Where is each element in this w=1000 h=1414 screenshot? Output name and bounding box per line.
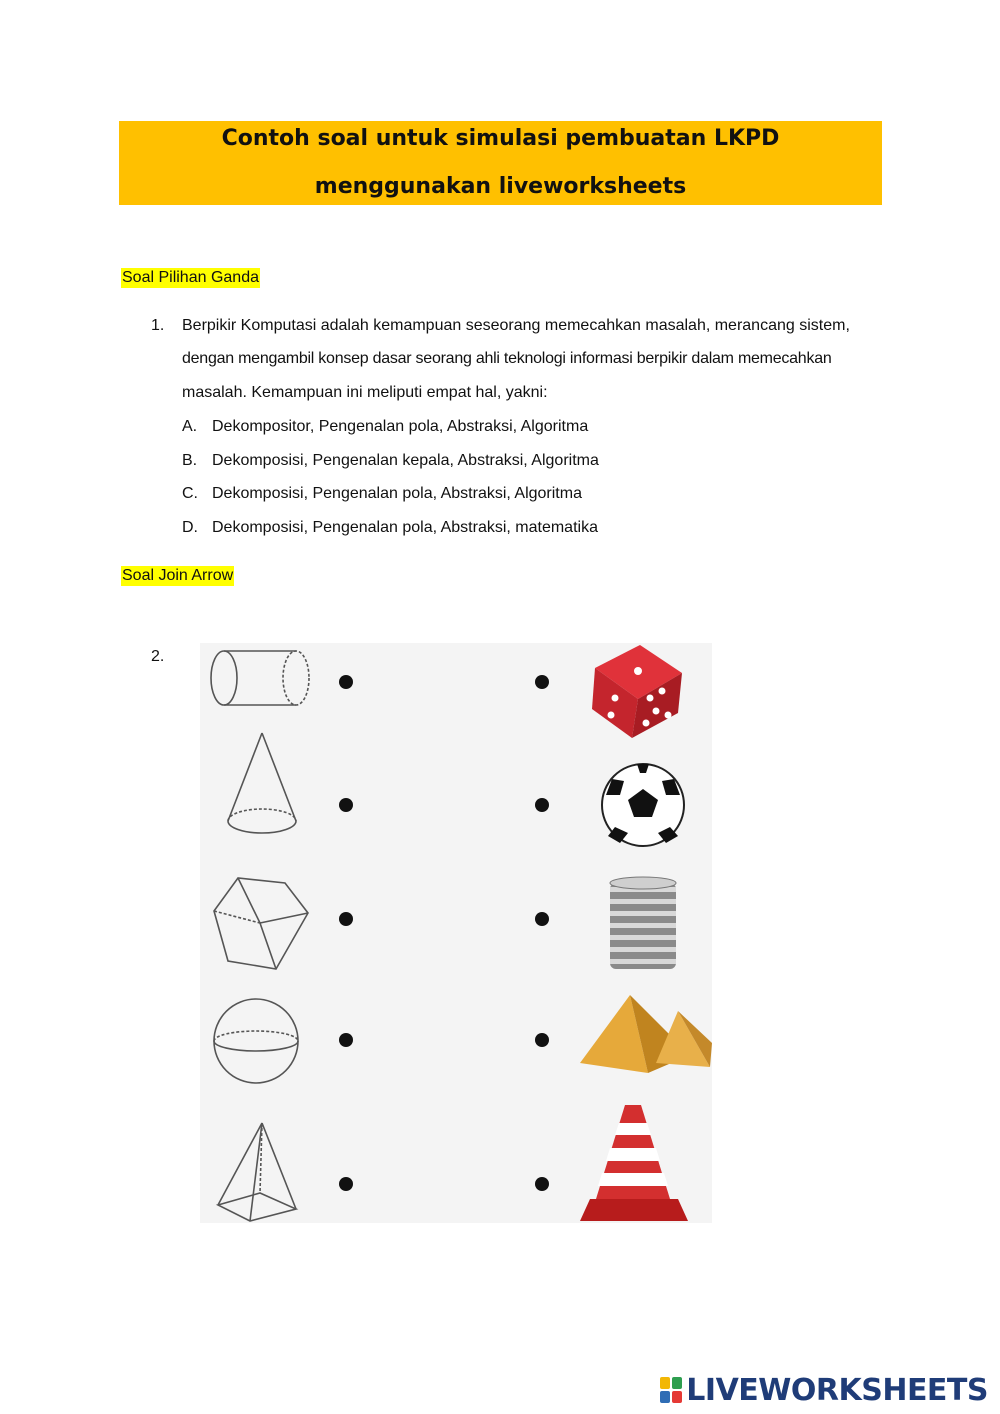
matching-image — [200, 643, 712, 1223]
question-1-text-line-1: Berpikir Komputasi adalah kemampuan seseorang memecahkan masalah, merancang sistem, — [182, 317, 850, 334]
question-1-text-line-3: masalah. Kemampuan ini meliputi empat hal, yakni: — [182, 384, 548, 401]
connector-dot-right-1[interactable] — [535, 675, 549, 689]
tin-can-image — [610, 877, 676, 969]
question-1-text-line-2: dengan mengambil konsep dasar seorang ahli teknologi informasi berpikir dalam memecahkan — [182, 350, 832, 367]
question-1-number: 1. — [151, 317, 165, 334]
liveworksheets-logo-icon — [660, 1377, 682, 1403]
liveworksheets-logo-text: LIVEWORKSHEETS — [686, 1372, 988, 1408]
option-c[interactable]: Dekomposisi, Pengenalan pola, Abstraksi, Algoritma — [212, 485, 582, 502]
title-banner — [119, 121, 882, 205]
connector-dot-left-1[interactable] — [339, 675, 353, 689]
soccer-ball-image — [602, 764, 684, 846]
option-d-letter: D. — [182, 519, 198, 536]
liveworksheets-logo — [660, 1372, 988, 1408]
connector-dot-right-2[interactable] — [535, 798, 549, 812]
connector-dot-left-2[interactable] — [339, 798, 353, 812]
option-b[interactable]: Dekomposisi, Pengenalan kepala, Abstraksi, Algoritma — [212, 452, 599, 469]
option-d[interactable]: Dekomposisi, Pengenalan pola, Abstraksi, matematika — [212, 519, 598, 536]
connector-dot-right-4[interactable] — [535, 1033, 549, 1047]
connector-dot-left-3[interactable] — [339, 912, 353, 926]
connector-dot-left-4[interactable] — [339, 1033, 353, 1047]
option-a-letter: A. — [182, 418, 198, 435]
title-line-1: Contoh soal untuk simulasi pembuatan LKPD — [221, 126, 780, 151]
option-b-letter: B. — [182, 452, 198, 469]
section-multiple-choice: Soal Pilihan Ganda — [122, 269, 259, 286]
section-join-arrow: Soal Join Arrow — [122, 567, 234, 584]
connector-dot-right-5[interactable] — [535, 1177, 549, 1191]
title-line-2: menggunakan liveworksheets — [314, 174, 687, 199]
connector-dot-right-3[interactable] — [535, 912, 549, 926]
question-2-number: 2. — [151, 648, 165, 665]
connector-dot-left-5[interactable] — [339, 1177, 353, 1191]
option-a[interactable]: Dekompositor, Pengenalan pola, Abstraksi, Algoritma — [212, 418, 589, 435]
option-c-letter: C. — [182, 485, 198, 502]
